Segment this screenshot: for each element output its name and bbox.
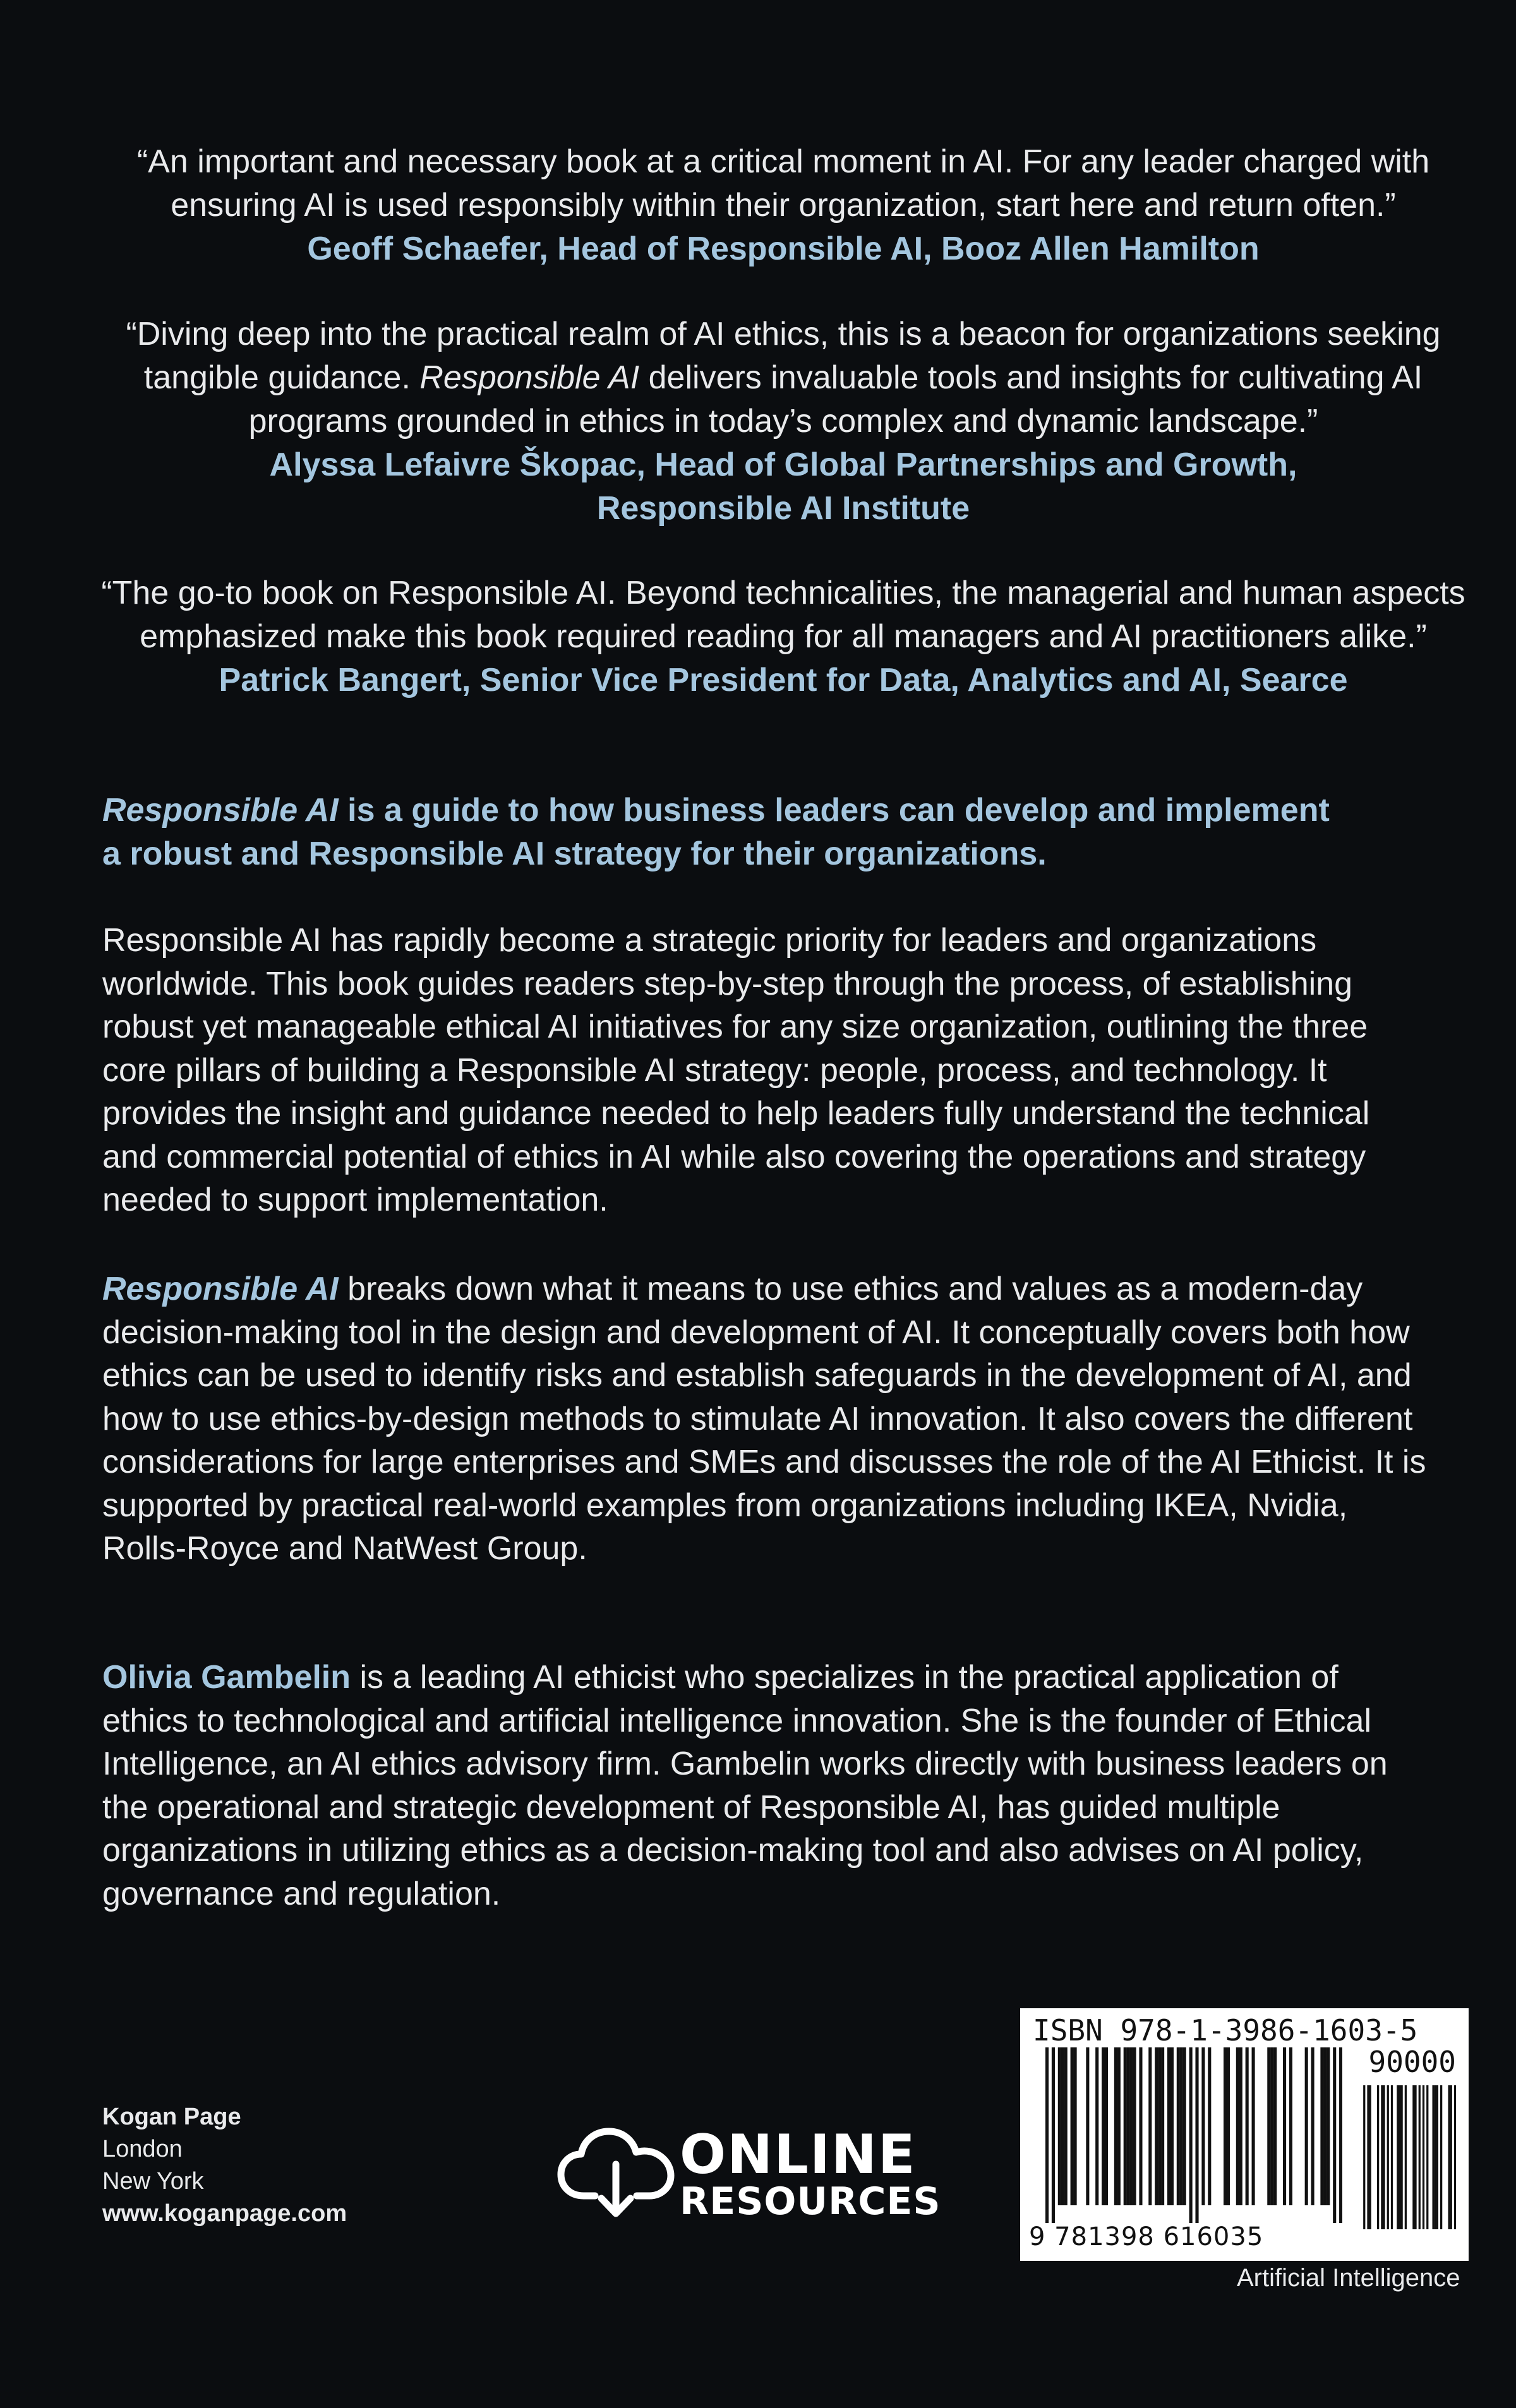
barcode-bar	[1363, 2085, 1365, 2229]
paragraph-line: robust yet manageable ethical AI initiatives for any size organization, outlining the three	[102, 1009, 1368, 1045]
barcode-bar	[1311, 2047, 1314, 2205]
description-paragraph-1	[102, 919, 1467, 1222]
book-title: Responsible AI	[102, 1271, 339, 1307]
barcode-bar	[1450, 2085, 1452, 2229]
paragraph-line: considerations for large enterprises and SMEs and discusses the role of the AI Ethicist. It is	[102, 1444, 1426, 1480]
paragraph-line: Responsible AI has rapidly become a strategic priority for leaders and organizations	[102, 922, 1317, 959]
barcode-bar	[1270, 2047, 1273, 2205]
quote-line: “Diving deep into the practical realm of AI ethics, this is a beacon for organizations seeking	[126, 316, 1441, 352]
barcode-bar	[1419, 2085, 1421, 2229]
publisher-city: London	[102, 2136, 183, 2162]
barcode-bar	[1326, 2047, 1330, 2205]
quote-line: “An important and necessary book at a critical moment in AI. For any leader charged with	[136, 143, 1430, 180]
barcode-bar	[1180, 2047, 1183, 2205]
online-resources-line1: ONLINE	[680, 2123, 917, 2186]
paragraph-line: core pillars of building a Responsible AI strategy: people, process, and technology. It	[102, 1051, 1327, 1089]
endorsement-attribution: Patrick Bangert, Senior Vice President for Data, Analytics and AI, Searce	[219, 662, 1348, 698]
barcode-bar	[1305, 2047, 1308, 2205]
barcode-bar	[1105, 2047, 1108, 2205]
barcode-bar	[1148, 2047, 1152, 2205]
barcode-bar	[1320, 2047, 1323, 2205]
bio-line: the operational and strategic development of Responsible AI, has guided multiple	[102, 1788, 1280, 1826]
bio-line: ethics to technological and artificial intelligence innovation. She is the founder of Ethical	[102, 1702, 1372, 1739]
endorsement-attribution: Geoff Schaefer, Head of Responsible AI, Booz Allen Hamilton	[307, 231, 1260, 267]
paragraph-text: breaks down what it means to use ethics and values as a modern-day	[347, 1271, 1363, 1307]
price-code: 90000	[1368, 2045, 1456, 2079]
barcode-bar	[1399, 2085, 1400, 2229]
book-title: Responsible AI	[419, 359, 640, 396]
bio-text: is a leading AI ethicist who specializes in the practical application of	[359, 1659, 1339, 1696]
endorsement-3	[101, 572, 1465, 702]
barcode-bar	[1045, 2047, 1049, 2223]
barcode-bar	[1339, 2047, 1342, 2223]
barcode-bar	[1414, 2085, 1416, 2229]
barcode-bar	[1158, 2047, 1161, 2205]
barcode-bar	[1183, 2047, 1186, 2205]
endorsement-attribution: Responsible AI Institute	[596, 490, 970, 527]
quote-text: tangible guidance.	[143, 359, 411, 396]
barcode-bar	[1127, 2047, 1130, 2205]
barcode-bar	[1224, 2047, 1227, 2205]
barcode-bar	[1423, 2085, 1424, 2229]
barcode-bar	[1124, 2047, 1127, 2205]
barcode-bar	[1208, 2047, 1211, 2205]
barcode-bar	[1167, 2047, 1170, 2205]
barcode-bar	[1117, 2047, 1121, 2205]
cloud-download-icon	[556, 2125, 676, 2220]
isbn-barcode	[1020, 2008, 1469, 2261]
description-paragraph-2	[102, 1267, 1467, 1571]
barcode-bar	[1201, 2047, 1205, 2205]
barcode-bar	[1061, 2047, 1064, 2205]
barcode-bar	[1435, 2085, 1436, 2229]
tagline-line	[102, 789, 1467, 832]
barcode-bar	[1095, 2047, 1098, 2205]
quote-line	[101, 356, 1465, 400]
quote-line: “The go-to book on Responsible AI. Beyond technicalities, the managerial and human aspects	[101, 575, 1465, 611]
book-title: Responsible AI	[102, 792, 339, 829]
bio-line	[102, 1656, 1467, 1699]
barcode-bar	[1391, 2085, 1393, 2229]
bio-line: organizations in utilizing ethics as a decision-making tool and also advises on AI policy,	[102, 1832, 1364, 1869]
publisher-url: www.koganpage.com	[102, 2200, 347, 2227]
bio-line: Intelligence, an AI ethics advisory firm. Gambelin works directly with business leaders on	[102, 1746, 1388, 1782]
barcode-bar	[1283, 2047, 1286, 2205]
tagline	[102, 789, 1467, 875]
paragraph-line: how to use ethics-by-design methods to stimulate AI innovation. It also covers the different	[102, 1400, 1413, 1437]
barcode-bar	[1448, 2085, 1450, 2229]
barcode-bar	[1367, 2085, 1369, 2229]
online-resources-text	[680, 2123, 941, 2224]
paragraph-line: decision-making tool in the design and development of AI. It conceptually covers both how	[102, 1314, 1410, 1351]
barcode-bar	[1252, 2047, 1255, 2205]
tagline-line: a robust and Responsible AI strategy for their organizations.	[102, 835, 1047, 872]
endorsement-2	[101, 313, 1465, 530]
book-category: Artificial Intelligence	[1237, 2264, 1460, 2292]
quote-line: programs grounded in ethics in today’s complex and dynamic landscape.”	[248, 403, 1318, 440]
barcode-bar	[1405, 2085, 1407, 2229]
paragraph-line: and commercial potential of ethics in AI while also covering the operations and strategy	[102, 1138, 1366, 1175]
barcode-bar	[1426, 2085, 1428, 2229]
publisher-info	[102, 2101, 347, 2230]
paragraph-line	[102, 1267, 1467, 1311]
barcode-bar	[1161, 2047, 1164, 2205]
barcode-bar	[1289, 2047, 1292, 2205]
barcode-bar	[1267, 2047, 1270, 2205]
bio-line: governance and regulation.	[102, 1875, 501, 1912]
tagline-text: is a guide to how business leaders can develop and implement	[347, 792, 1330, 829]
paragraph-line: needed to support implementation.	[102, 1182, 608, 1218]
barcode-bar	[1381, 2085, 1383, 2229]
barcode-bar	[1401, 2085, 1403, 2229]
author-name: Olivia Gambelin	[102, 1659, 351, 1696]
barcode-number: 9 781398 616035	[1029, 2222, 1264, 2251]
barcode-bar	[1177, 2047, 1180, 2205]
barcode-bar	[1323, 2047, 1326, 2205]
endorsement-attribution: Alyssa Lefaivre Škopac, Head of Global Partnerships and Growth,	[269, 446, 1297, 483]
barcode-bar	[1383, 2085, 1385, 2229]
barcode-bar	[1387, 2085, 1389, 2229]
barcode-bar	[1074, 2047, 1077, 2205]
isbn-text: ISBN 978-1-3986-1603-5	[1033, 2013, 1418, 2047]
barcode-bar	[1133, 2047, 1136, 2205]
ean13-bars	[1045, 2047, 1342, 2223]
barcode-bar	[1189, 2047, 1193, 2223]
quote-line: ensuring AI is used responsibly within their organization, start here and return often.”	[171, 187, 1396, 224]
barcode-bar	[1058, 2047, 1061, 2205]
barcode-bar	[1397, 2085, 1399, 2229]
barcode-bar	[1333, 2047, 1336, 2223]
barcode-bar	[1440, 2085, 1442, 2229]
barcode-bar	[1139, 2047, 1142, 2205]
barcode-bar	[1064, 2047, 1068, 2205]
barcode-bar	[1130, 2047, 1133, 2205]
barcode-bar	[1086, 2047, 1089, 2205]
paragraph-line: supported by practical real-world examples from organizations including IKEA, Nvidia,	[102, 1487, 1348, 1524]
barcode-bar	[1052, 2047, 1055, 2223]
barcode-bar	[1114, 2047, 1117, 2205]
paragraph-line: provides the insight and guidance needed to help leaders fully understand the technical	[102, 1095, 1370, 1132]
barcode-bar	[1433, 2085, 1435, 2229]
barcode-bar	[1236, 2047, 1239, 2205]
barcode-bar	[1369, 2085, 1371, 2229]
paragraph-line: ethics can be used to identify risks and establish safeguards in the development of AI, and	[102, 1357, 1412, 1394]
paragraph-line: Rolls-Royce and NatWest Group.	[102, 1530, 587, 1567]
quote-text: delivers invaluable tools and insights for cultivating AI	[648, 359, 1423, 396]
addon-bars	[1361, 2085, 1456, 2229]
author-bio	[102, 1656, 1467, 1915]
barcode-bar	[1454, 2085, 1456, 2229]
barcode-bar	[1436, 2085, 1438, 2229]
paragraph-line: worldwide. This book guides readers step-by-step through the process, of establishing	[102, 965, 1353, 1002]
publisher-name: Kogan Page	[102, 2104, 241, 2130]
barcode-bar	[1273, 2047, 1277, 2205]
barcode-bar	[1412, 2085, 1414, 2229]
barcode-bar	[1227, 2047, 1230, 2205]
barcode-bar	[1195, 2047, 1198, 2223]
barcode-bar	[1170, 2047, 1174, 2205]
barcode-bar	[1246, 2047, 1249, 2205]
barcode-bar	[1155, 2047, 1158, 2205]
publisher-city: New York	[102, 2168, 204, 2195]
online-resources-logo	[556, 2123, 941, 2224]
endorsement-1	[101, 140, 1465, 271]
barcode-bar	[1102, 2047, 1105, 2205]
online-resources-line2: RESOURCES	[680, 2179, 941, 2224]
barcode-bar	[1239, 2047, 1242, 2205]
quote-line: emphasized make this book required reading for all managers and AI practitioners alike.”	[140, 618, 1427, 655]
barcode-bar	[1377, 2085, 1379, 2229]
barcode-bar	[1071, 2047, 1074, 2205]
